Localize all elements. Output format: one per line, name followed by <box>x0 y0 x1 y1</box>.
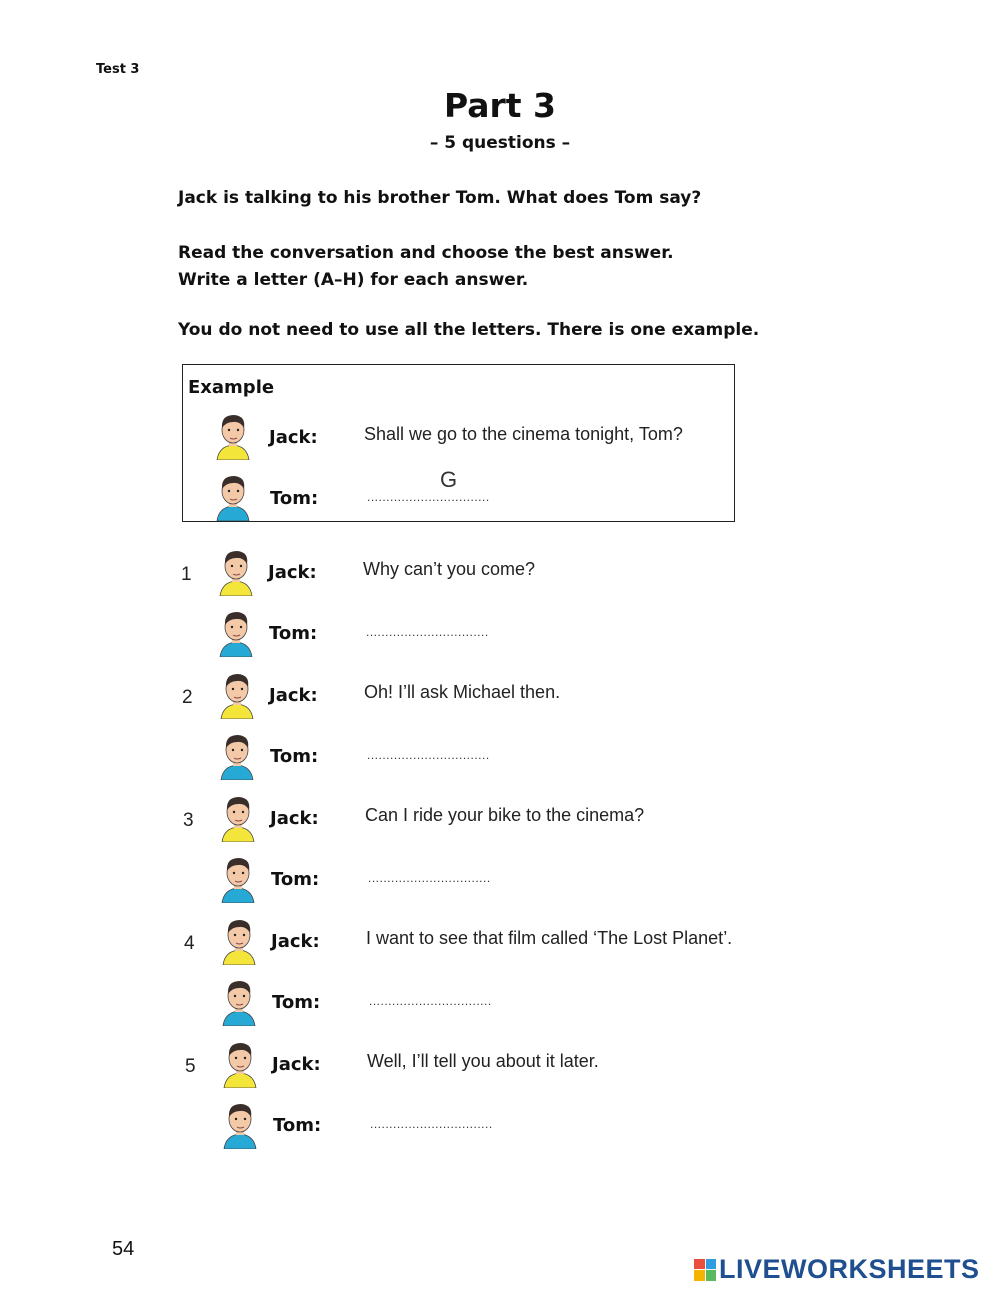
jack-line: Oh! I’ll ask Michael then. <box>364 682 561 702</box>
instruction-write: Write a letter (A–H) for each answer. <box>178 270 529 290</box>
example-label: Example <box>188 377 275 398</box>
jack-speaker: Jack: <box>269 685 318 706</box>
question-number: 4 <box>184 933 195 954</box>
instruction-read: Read the conversation and choose the best answer. <box>178 243 674 263</box>
tom-avatar-icon <box>218 853 258 903</box>
test-label: Test 3 <box>96 62 140 77</box>
jack-speaker: Jack: <box>270 808 319 829</box>
tom-speaker: Tom: <box>271 869 320 890</box>
example-jack-speaker: Jack: <box>269 427 318 448</box>
jack-line: Well, I’ll tell you about it later. <box>367 1051 599 1071</box>
jack-avatar-icon <box>217 669 257 719</box>
tom-avatar-icon <box>219 976 259 1026</box>
jack-avatar-icon <box>218 792 258 842</box>
page-number: 54 <box>112 1238 135 1260</box>
instruction-letters: You do not need to use all the letters. There is one example. <box>178 320 760 340</box>
answer-blank[interactable]: ................................ <box>369 994 492 1008</box>
jack-avatar-icon <box>220 1038 260 1088</box>
jack-speaker: Jack: <box>271 931 320 952</box>
question-number: 2 <box>182 687 193 708</box>
page-title: Part 3 <box>443 86 557 125</box>
answer-blank[interactable]: ................................ <box>366 625 489 639</box>
instruction-context: Jack is talking to his brother Tom. What does Tom say? <box>178 188 702 208</box>
jack-speaker: Jack: <box>272 1054 321 1075</box>
example-answer-blank: ................................ <box>367 490 490 504</box>
jack-avatar-icon <box>213 410 253 460</box>
tom-avatar-icon <box>220 1099 260 1149</box>
page-subtitle: – 5 questions – <box>429 133 571 153</box>
question-number: 5 <box>185 1056 196 1077</box>
jack-line: Why can’t you come? <box>363 559 536 579</box>
question-number: 3 <box>183 810 194 831</box>
tom-speaker: Tom: <box>272 992 321 1013</box>
answer-blank[interactable]: ................................ <box>370 1117 493 1131</box>
tom-speaker: Tom: <box>273 1115 322 1136</box>
jack-avatar-icon <box>219 915 259 965</box>
jack-line: I want to see that film called ‘The Lost Planet’. <box>366 928 733 948</box>
example-jack-line: Shall we go to the cinema tonight, Tom? <box>364 424 683 444</box>
tom-speaker: Tom: <box>270 746 319 767</box>
answer-blank[interactable]: ................................ <box>368 871 491 885</box>
tom-speaker: Tom: <box>269 623 318 644</box>
tom-avatar-icon <box>213 471 253 521</box>
jack-speaker: Jack: <box>268 562 317 583</box>
brand-name: LIVEWORKSHEETS <box>719 1254 980 1284</box>
answer-blank[interactable]: ................................ <box>367 748 490 762</box>
tom-avatar-icon <box>216 607 256 657</box>
question-number: 1 <box>181 564 192 585</box>
jack-avatar-icon <box>216 546 256 596</box>
tom-avatar-icon <box>217 730 257 780</box>
example-answer: G <box>440 467 458 492</box>
brand-logo <box>694 1254 980 1285</box>
liveworksheets-logo-icon <box>694 1259 716 1281</box>
jack-line: Can I ride your bike to the cinema? <box>365 805 645 825</box>
example-tom-speaker: Tom: <box>270 488 319 509</box>
